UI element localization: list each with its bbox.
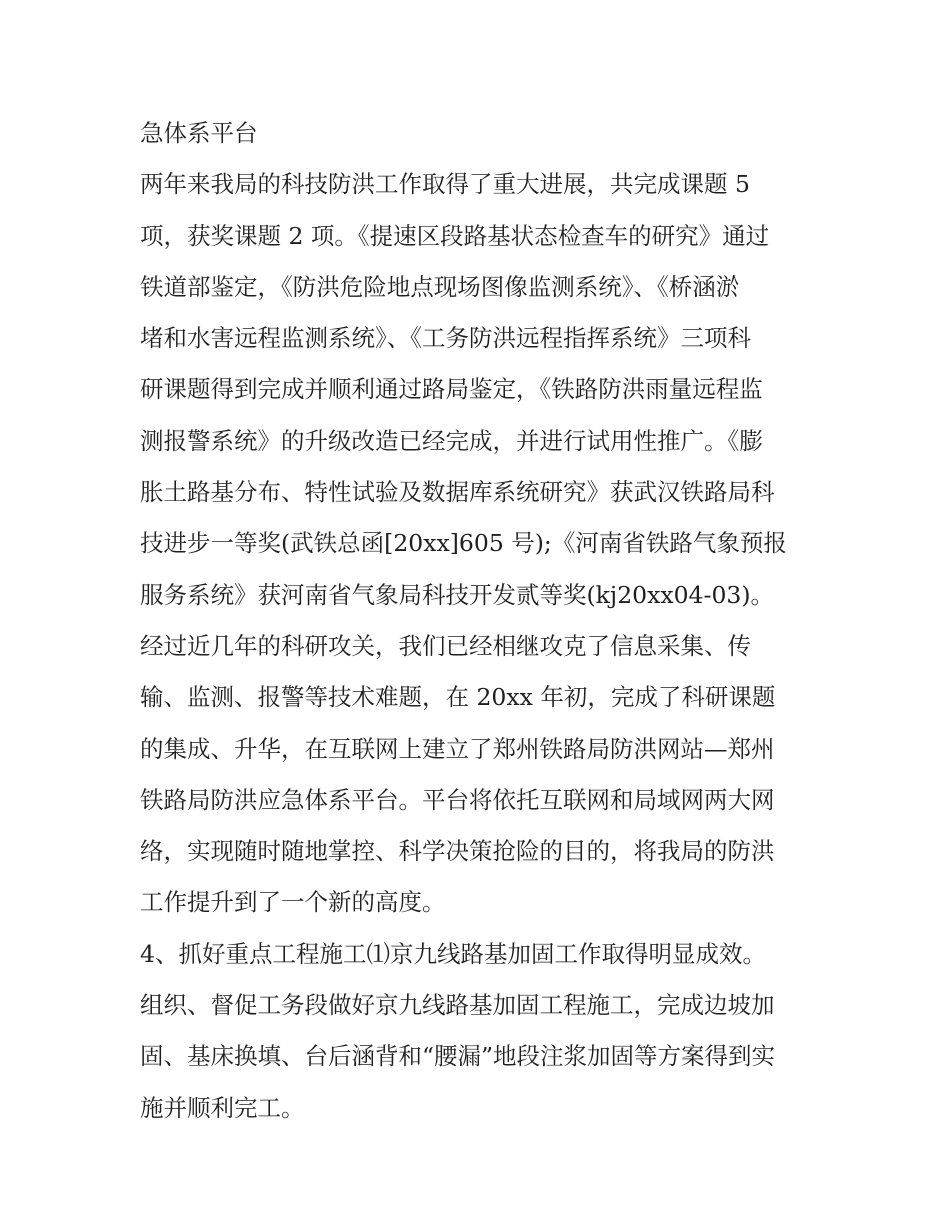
text-line: 铁路局防洪应急体系平台。平台将依托互联网和局域网两大网 — [140, 785, 775, 814]
text-line: 胀土路基分布、特性试验及数据库系统研究》获武汉铁路局科 — [140, 478, 775, 507]
text-line: 两年来我局的科技防洪工作取得了重大进展，共完成课题 5 — [140, 170, 750, 199]
text-line: 固、基床换填、台后涵背和“腰漏”地段注浆加固等方案得到实 — [140, 1042, 776, 1071]
text-line: 急体系平台 — [140, 119, 258, 147]
text-line: 测报警系统》的升级改造已经完成，并进行试用性推广。《膨 — [140, 426, 763, 455]
document-body — [140, 108, 820, 1134]
text-line: 络，实现随时随地掌控、科学决策抢险的目的，将我局的防洪 — [140, 837, 775, 866]
text-line: 4、抓好重点工程施工⑴京九线路基加固工作取得明显成效。 — [140, 939, 766, 968]
text-line: 经过近几年的科研攻关，我们已经相继攻克了信息采集、传 — [140, 631, 751, 660]
text-line: 项，获奖课题 2 项。《提速区段路基状态检查车的研究》通过 — [140, 221, 770, 250]
text-line: 铁道部鉴定，《防洪危险地点现场图像监测系统》、《桥涵淤 — [140, 272, 740, 301]
text-line: 施并顺利完工。 — [140, 1093, 305, 1122]
text-line: 工作提升到了一个新的高度。 — [140, 888, 446, 917]
text-line: 的集成、升华，在互联网上建立了郑州铁路局防洪网站—郑州 — [140, 734, 775, 763]
text-line: 服务系统》获河南省气象局科技开发贰等奖(kj20xx04-03)。 — [140, 580, 775, 609]
text-line: 组织、督促工务段做好京九线路基加固工程施工，完成边坡加 — [140, 991, 775, 1020]
text-line: 技进步一等奖(武铁总函[20xx]605 号);《河南省铁路气象预报 — [140, 529, 787, 558]
text-line: 输、监测、报警等技术难题，在 20xx 年初，完成了科研课题 — [140, 683, 776, 712]
text-line: 研课题得到完成并顺利通过路局鉴定，《铁路防洪雨量远程监 — [140, 375, 763, 404]
text-line: 堵和水害远程监测系统》、《工务防洪远程指挥系统》三项科 — [140, 324, 751, 353]
